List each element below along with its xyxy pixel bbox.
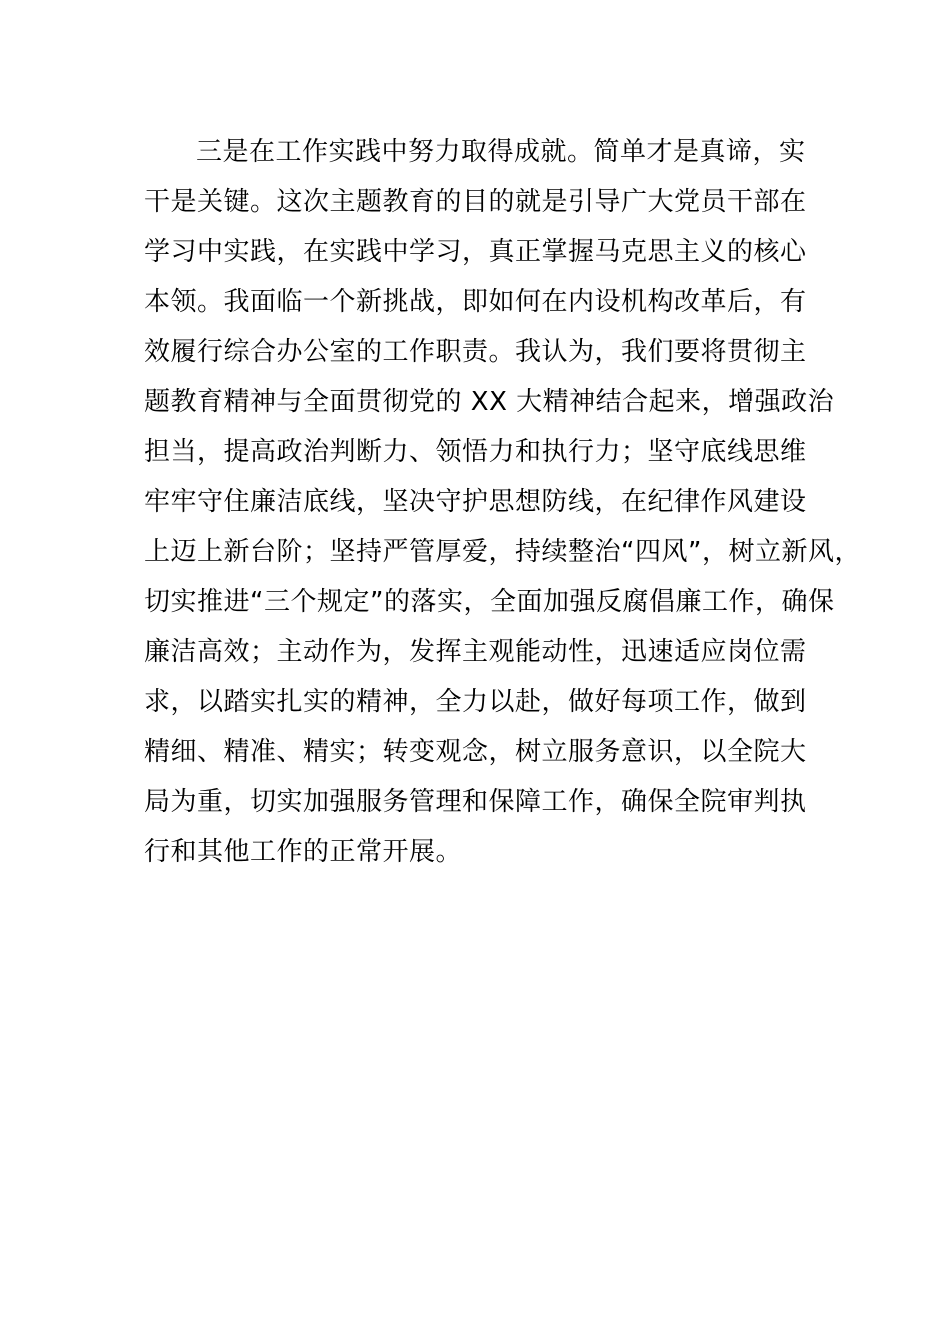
paragraph-line: 学习中实践，在实践中学习，真正掌握马克思主义的核心 [144,237,807,267]
paragraph-line: 效履行综合办公室的工作职责。我认为，我们要将贯彻主 [144,337,807,367]
paragraph-line: 干是关键。这次主题教育的目的就是引导广大党员干部在 [144,187,807,217]
paragraph-line: 廉洁高效；主动作为，发挥主观能动性，迅速适应岗位需 [144,637,807,667]
paragraph-line: 上迈上新台阶；坚持严管厚爱，持续整治“四风”，树立新风， [144,537,861,567]
paragraph-line: 精细、精准、精实；转变观念，树立服务意识，以全院大 [144,737,807,767]
paragraph-line: 本领。我面临一个新挑战，即如何在内设机构改革后，有 [144,287,807,317]
paragraph-line: 求，以踏实扎实的精神，全力以赴，做好每项工作，做到 [144,687,807,717]
paragraph-line: 切实推进“三个规定”的落实，全面加强反腐倡廉工作，确保 [144,587,835,617]
paragraph-line: 题教育精神与全面贯彻党的 XX 大精神结合起来，增强政治 [144,387,835,417]
paragraph-line: 行和其他工作的正常开展。 [144,837,463,867]
paragraph-line: 三是在工作实践中努力取得成就。简单才是真谛，实 [196,137,806,167]
paragraph-line: 局为重，切实加强服务管理和保障工作，确保全院审判执 [144,787,807,817]
paragraph-line: 牢牢守住廉洁底线，坚决守护思想防线，在纪律作风建设 [144,487,807,517]
body-paragraph [144,127,861,877]
paragraph-line: 担当，提高政治判断力、领悟力和执行力；坚守底线思维 [144,437,807,467]
